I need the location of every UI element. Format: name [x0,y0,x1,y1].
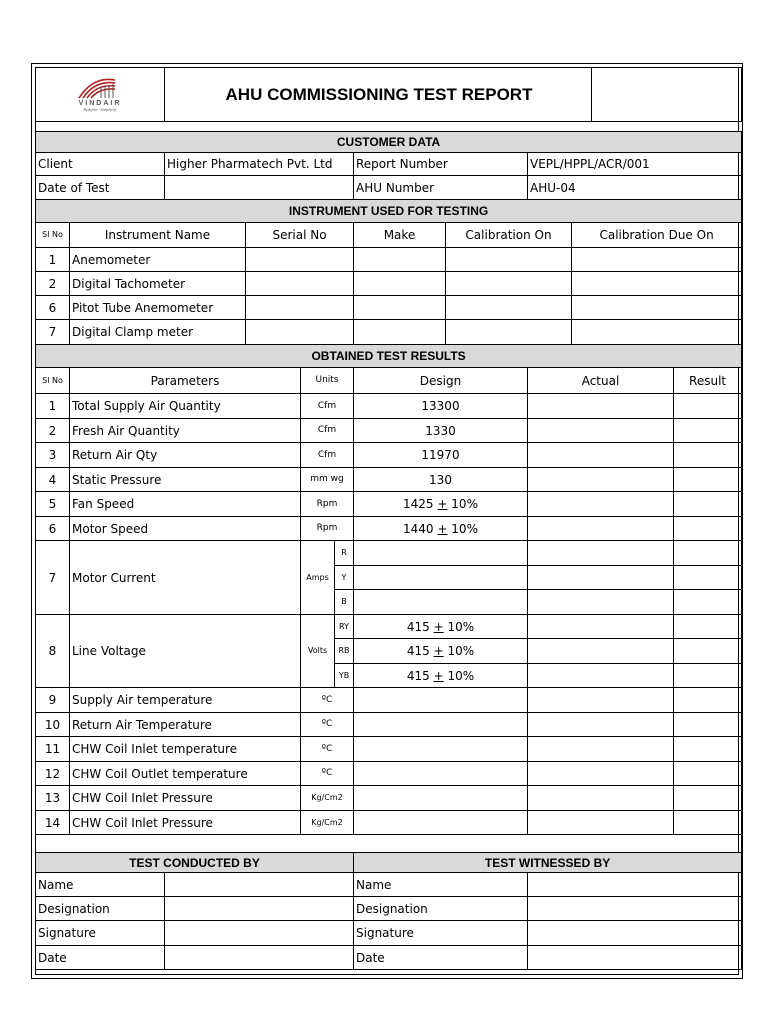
result-parameter: Line Voltage [70,615,301,688]
result-unit: Volts [301,615,335,688]
result-sl: 7 [36,541,70,615]
spacer-row [36,835,742,853]
page-title: AHU COMMISSIONING TEST REPORT [165,68,592,122]
result-design: 415 + 10% [354,615,528,639]
instrument-name: Pitot Tube Anemometer [70,296,246,320]
phase-label: RY [335,615,354,639]
result-unit: ºC [301,713,354,737]
ahu-number-value: AHU-04 [528,176,742,200]
header-blank-cell [592,68,742,122]
result-design: 415 + 10% [354,639,528,664]
result-parameter: Motor Speed [70,517,301,541]
result-sl: 11 [36,737,70,762]
result-unit: ºC [301,737,354,762]
result-unit: Rpm [301,492,354,517]
instruments-heading: INSTRUMENT USED FOR TESTING [36,200,742,223]
client-label: Client [36,153,165,176]
result-parameter: Supply Air temperature [70,688,301,713]
result-parameter: Motor Current [70,541,301,615]
result-sl: 14 [36,811,70,835]
result-sl: 10 [36,713,70,737]
instruments-col-name: Instrument Name [70,223,246,248]
instruments-col-make: Make [354,223,446,248]
conducted-date-field [165,946,354,970]
phase-label: RB [335,639,354,664]
conducted-designation-label: Designation [36,897,165,921]
instruments-col-serial: Serial No [246,223,354,248]
header-table [35,67,742,122]
results-col-actual: Actual [528,368,674,394]
result-unit: mm wg [301,468,354,492]
result-parameter: Fan Speed [70,492,301,517]
conducted-date-label: Date [36,946,165,970]
date-of-test-label: Date of Test [36,176,165,200]
instruments-col-calibration-on: Calibration On [446,223,572,248]
conducted-name-field [165,873,354,897]
instrument-name: Digital Tachometer [70,272,246,296]
results-col-units: Units [301,368,354,394]
result-unit: Cfm [301,443,354,468]
witnessed-designation-field [528,897,742,921]
result-sl: 6 [36,517,70,541]
phase-label: YB [335,664,354,688]
result-sl: 9 [36,688,70,713]
result-parameter: CHW Coil Inlet temperature [70,737,301,762]
result-parameter: Fresh Air Quantity [70,419,301,443]
report-inner-border [35,67,739,975]
phase-label: R [335,541,354,566]
result-design: 130 [354,468,528,492]
results-col-design: Design [354,368,528,394]
client-value: Higher Pharmatech Pvt. Ltd [165,153,354,176]
phase-label: Y [335,566,354,590]
instrument-sl: 6 [36,296,70,320]
test-conducted-heading: TEST CONDUCTED BY [36,853,354,873]
result-design: 11970 [354,443,528,468]
instruments-col-calibration-due: Calibration Due On [572,223,742,248]
instruments-col-sl: Sl No [36,223,70,248]
result-unit: Kg/Cm2 [301,786,354,811]
svg-text:Redefine · Simplicity: Redefine · Simplicity [83,106,117,112]
result-sl: 3 [36,443,70,468]
vindair-logo-icon [65,74,135,114]
result-design: 1440 + 10% [354,517,528,541]
conducted-designation-field [165,897,354,921]
conducted-name-label: Name [36,873,165,897]
main-table [35,131,742,970]
results-col-sl: Sl No [36,368,70,394]
result-parameter: Static Pressure [70,468,301,492]
witnessed-signature-field [528,921,742,946]
witnessed-signature-label: Signature [354,921,528,946]
instrument-sl: 1 [36,248,70,272]
instrument-name: Anemometer [70,248,246,272]
results-col-parameters: Parameters [70,368,301,394]
ahu-number-label: AHU Number [354,176,528,200]
result-parameter: CHW Coil Inlet Pressure [70,786,301,811]
report-number-value: VEPL/HPPL/ACR/001 [528,153,742,176]
result-design: 1330 [354,419,528,443]
result-unit: Cfm [301,394,354,419]
result-unit: Amps [301,541,335,615]
result-design: 1425 + 10% [354,492,528,517]
result-parameter: Return Air Temperature [70,713,301,737]
result-parameter: Return Air Qty [70,443,301,468]
witnessed-date-field [528,946,742,970]
result-sl: 4 [36,468,70,492]
result-sl: 12 [36,762,70,786]
witnessed-name-field [528,873,742,897]
result-unit: ºC [301,688,354,713]
result-unit: Rpm [301,517,354,541]
logo-cell [36,68,165,122]
result-unit: Kg/Cm2 [301,811,354,835]
instrument-name: Digital Clamp meter [70,320,246,345]
results-col-result: Result [674,368,742,394]
result-design: 13300 [354,394,528,419]
result-parameter: CHW Coil Outlet temperature [70,762,301,786]
conducted-signature-field [165,921,354,946]
customer-data-heading: CUSTOMER DATA [36,132,742,153]
result-parameter: CHW Coil Inlet Pressure [70,811,301,835]
result-unit: ºC [301,762,354,786]
witnessed-name-label: Name [354,873,528,897]
result-sl: 1 [36,394,70,419]
instrument-sl: 7 [36,320,70,345]
report-number-label: Report Number [354,153,528,176]
result-design: 415 + 10% [354,664,528,688]
instrument-sl: 2 [36,272,70,296]
result-parameter: Total Supply Air Quantity [70,394,301,419]
date-of-test-value [165,176,354,200]
witnessed-designation-label: Designation [354,897,528,921]
result-unit: Cfm [301,419,354,443]
test-witnessed-heading: TEST WITNESSED BY [354,853,742,873]
result-sl: 2 [36,419,70,443]
svg-text:VINDAIR: VINDAIR [78,99,122,107]
conducted-signature-label: Signature [36,921,165,946]
result-sl: 5 [36,492,70,517]
results-heading: OBTAINED TEST RESULTS [36,345,742,368]
result-sl: 13 [36,786,70,811]
witnessed-date-label: Date [354,946,528,970]
phase-label: B [335,590,354,615]
report-sheet [31,63,743,979]
result-sl: 8 [36,615,70,688]
